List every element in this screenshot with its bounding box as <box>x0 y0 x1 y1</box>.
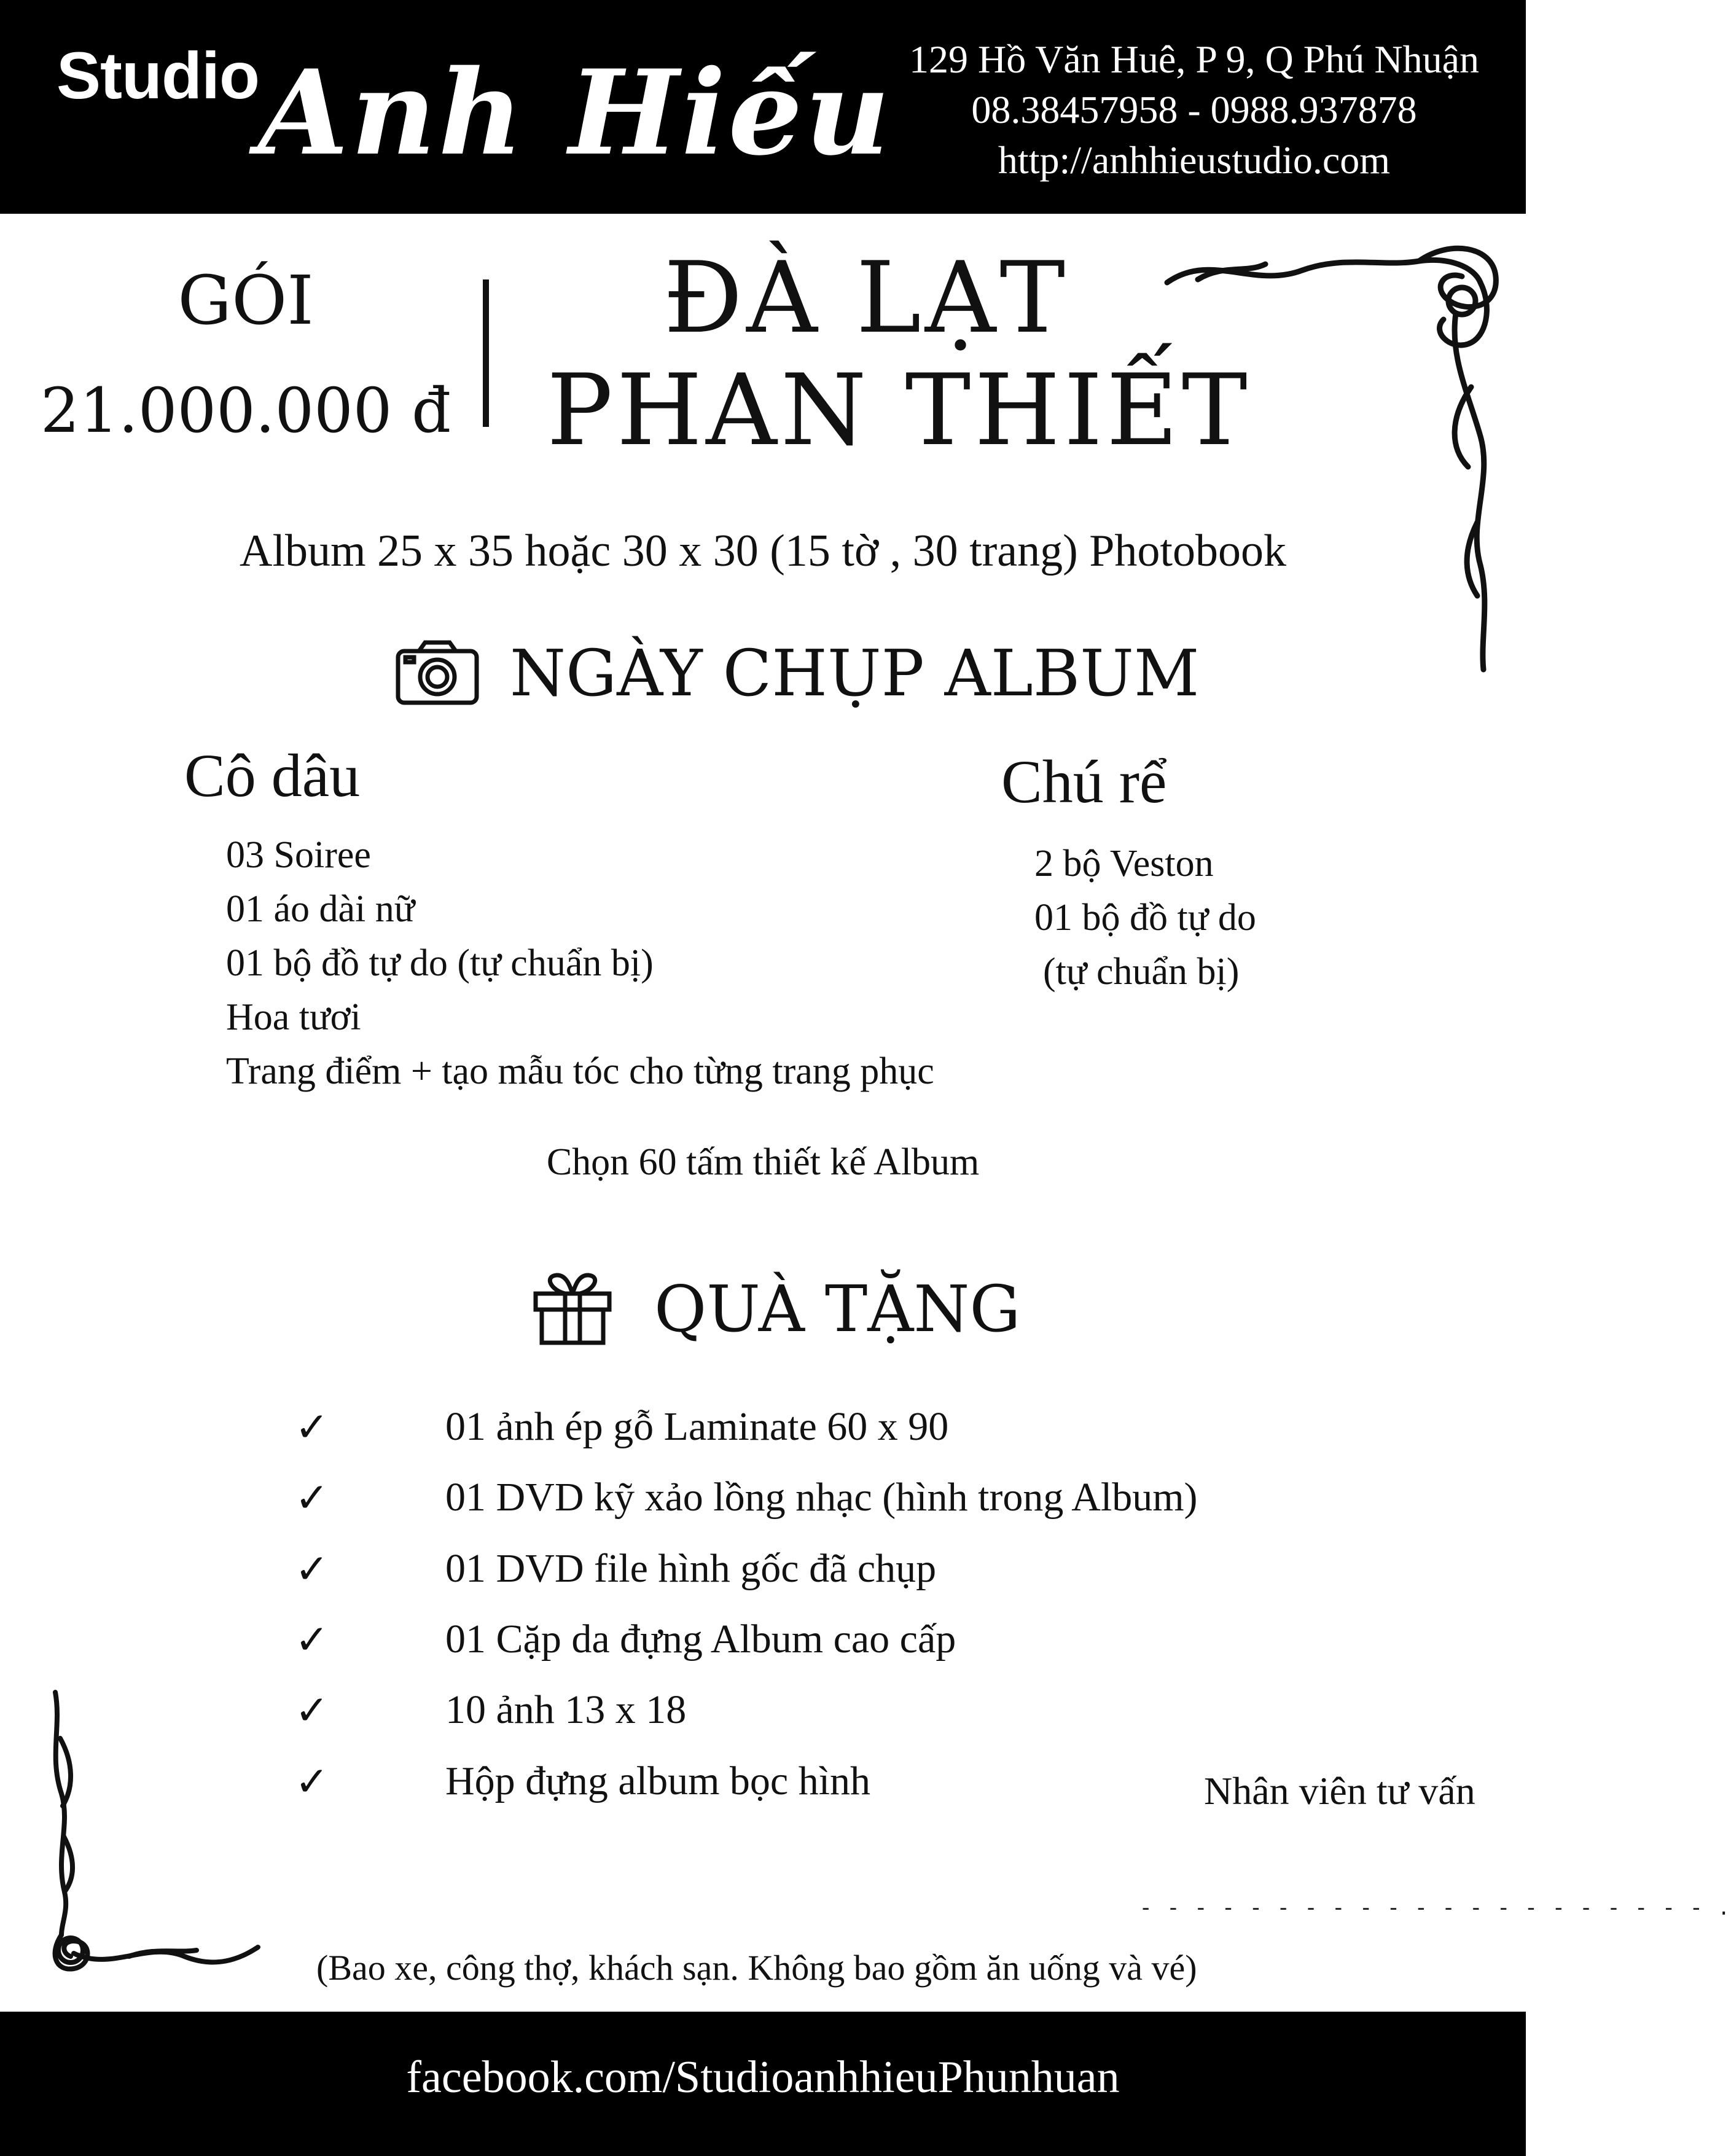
gift-item-label: 10 ảnh 13 x 18 <box>445 1687 687 1732</box>
shooting-section-title: NGÀY CHỤP ALBUM <box>510 636 1200 711</box>
gift-icon <box>532 1271 613 1345</box>
website-link[interactable]: http://anhhieustudio.com <box>998 138 1391 182</box>
gift-item-label: 01 DVD file hình gốc đã chụp <box>445 1546 937 1591</box>
header-bar <box>0 0 1526 214</box>
title-divider <box>483 279 489 427</box>
destination-line-1: ĐÀ LẠT <box>663 240 1069 355</box>
bride-heading: Cô dâu <box>184 741 361 810</box>
checkmark-icon: ✓ <box>295 1547 329 1592</box>
checkmark-icon: ✓ <box>295 1405 329 1450</box>
checkmark-icon: ✓ <box>295 1689 329 1733</box>
bride-item: Hoa tươi <box>226 996 361 1038</box>
destination-line-2: PHAN THIẾT <box>547 353 1251 467</box>
gift-item-label: Hộp đựng album bọc hình <box>445 1759 871 1803</box>
bride-list <box>226 828 934 1098</box>
package-label: GÓI <box>178 261 314 340</box>
facebook-link[interactable]: facebook.com/StudioanhhieuPhunhuan <box>406 2052 1120 2103</box>
gift-item-label: 01 Cặp da đựng Album cao cấp <box>445 1617 956 1662</box>
package-price: 21.000.000 đ <box>40 375 451 447</box>
flourish-ornament-bottom-left <box>37 1683 270 1978</box>
album-description: Album 25 x 35 hoặc 30 x 30 (15 tờ , 30 trang) Photobook <box>240 526 1286 576</box>
gift-item-label: 01 ảnh ép gỗ Laminate 60 x 90 <box>445 1404 949 1449</box>
bride-item: Trang điểm + tạo mẫu tóc cho từng trang phục <box>226 1050 934 1092</box>
brand-name: Anh Hiếu <box>258 44 893 181</box>
signature-line: - - - - - - - - - - - - - - - - - - - - - . <box>1139 1898 1731 1921</box>
camera-icon <box>394 639 480 706</box>
groom-heading: Chú rể <box>1001 748 1167 816</box>
footnote: (Bao xe, công thợ, khách sạn. Không bao gồm ăn uống và vé) <box>316 1948 1197 1988</box>
consultant-label: Nhân viên tư vấn <box>1204 1769 1475 1813</box>
flourish-ornament-top-right <box>1161 233 1505 676</box>
gift-section-title: QUÀ TẶNG <box>654 1271 1021 1346</box>
brand-studio: Studio <box>57 38 259 112</box>
album-selection-note: Chọn 60 tấm thiết kế Album <box>546 1141 980 1183</box>
groom-item: 01 bộ đồ tự do <box>1034 897 1256 939</box>
bride-item: 03 Soiree <box>226 834 371 876</box>
groom-item: 2 bộ Veston <box>1034 843 1214 885</box>
phone-numbers: 08.38457958 - 0988.937878 <box>971 88 1417 131</box>
groom-list <box>1034 837 1256 999</box>
checkmark-icon: ✓ <box>295 1476 329 1521</box>
gift-item-label: 01 DVD kỹ xảo lồng nhạc (hình trong Album) <box>445 1475 1198 1520</box>
bride-item: 01 áo dài nữ <box>226 888 415 930</box>
address: 129 Hồ Văn Huê, P 9, Q Phú Nhuận <box>909 37 1479 81</box>
bride-item: 01 bộ đồ tự do (tự chuẩn bị) <box>226 942 654 984</box>
checkmark-icon: ✓ <box>295 1618 329 1663</box>
groom-item: (tự chuẩn bị) <box>1043 951 1240 993</box>
checkmark-icon: ✓ <box>295 1760 329 1805</box>
